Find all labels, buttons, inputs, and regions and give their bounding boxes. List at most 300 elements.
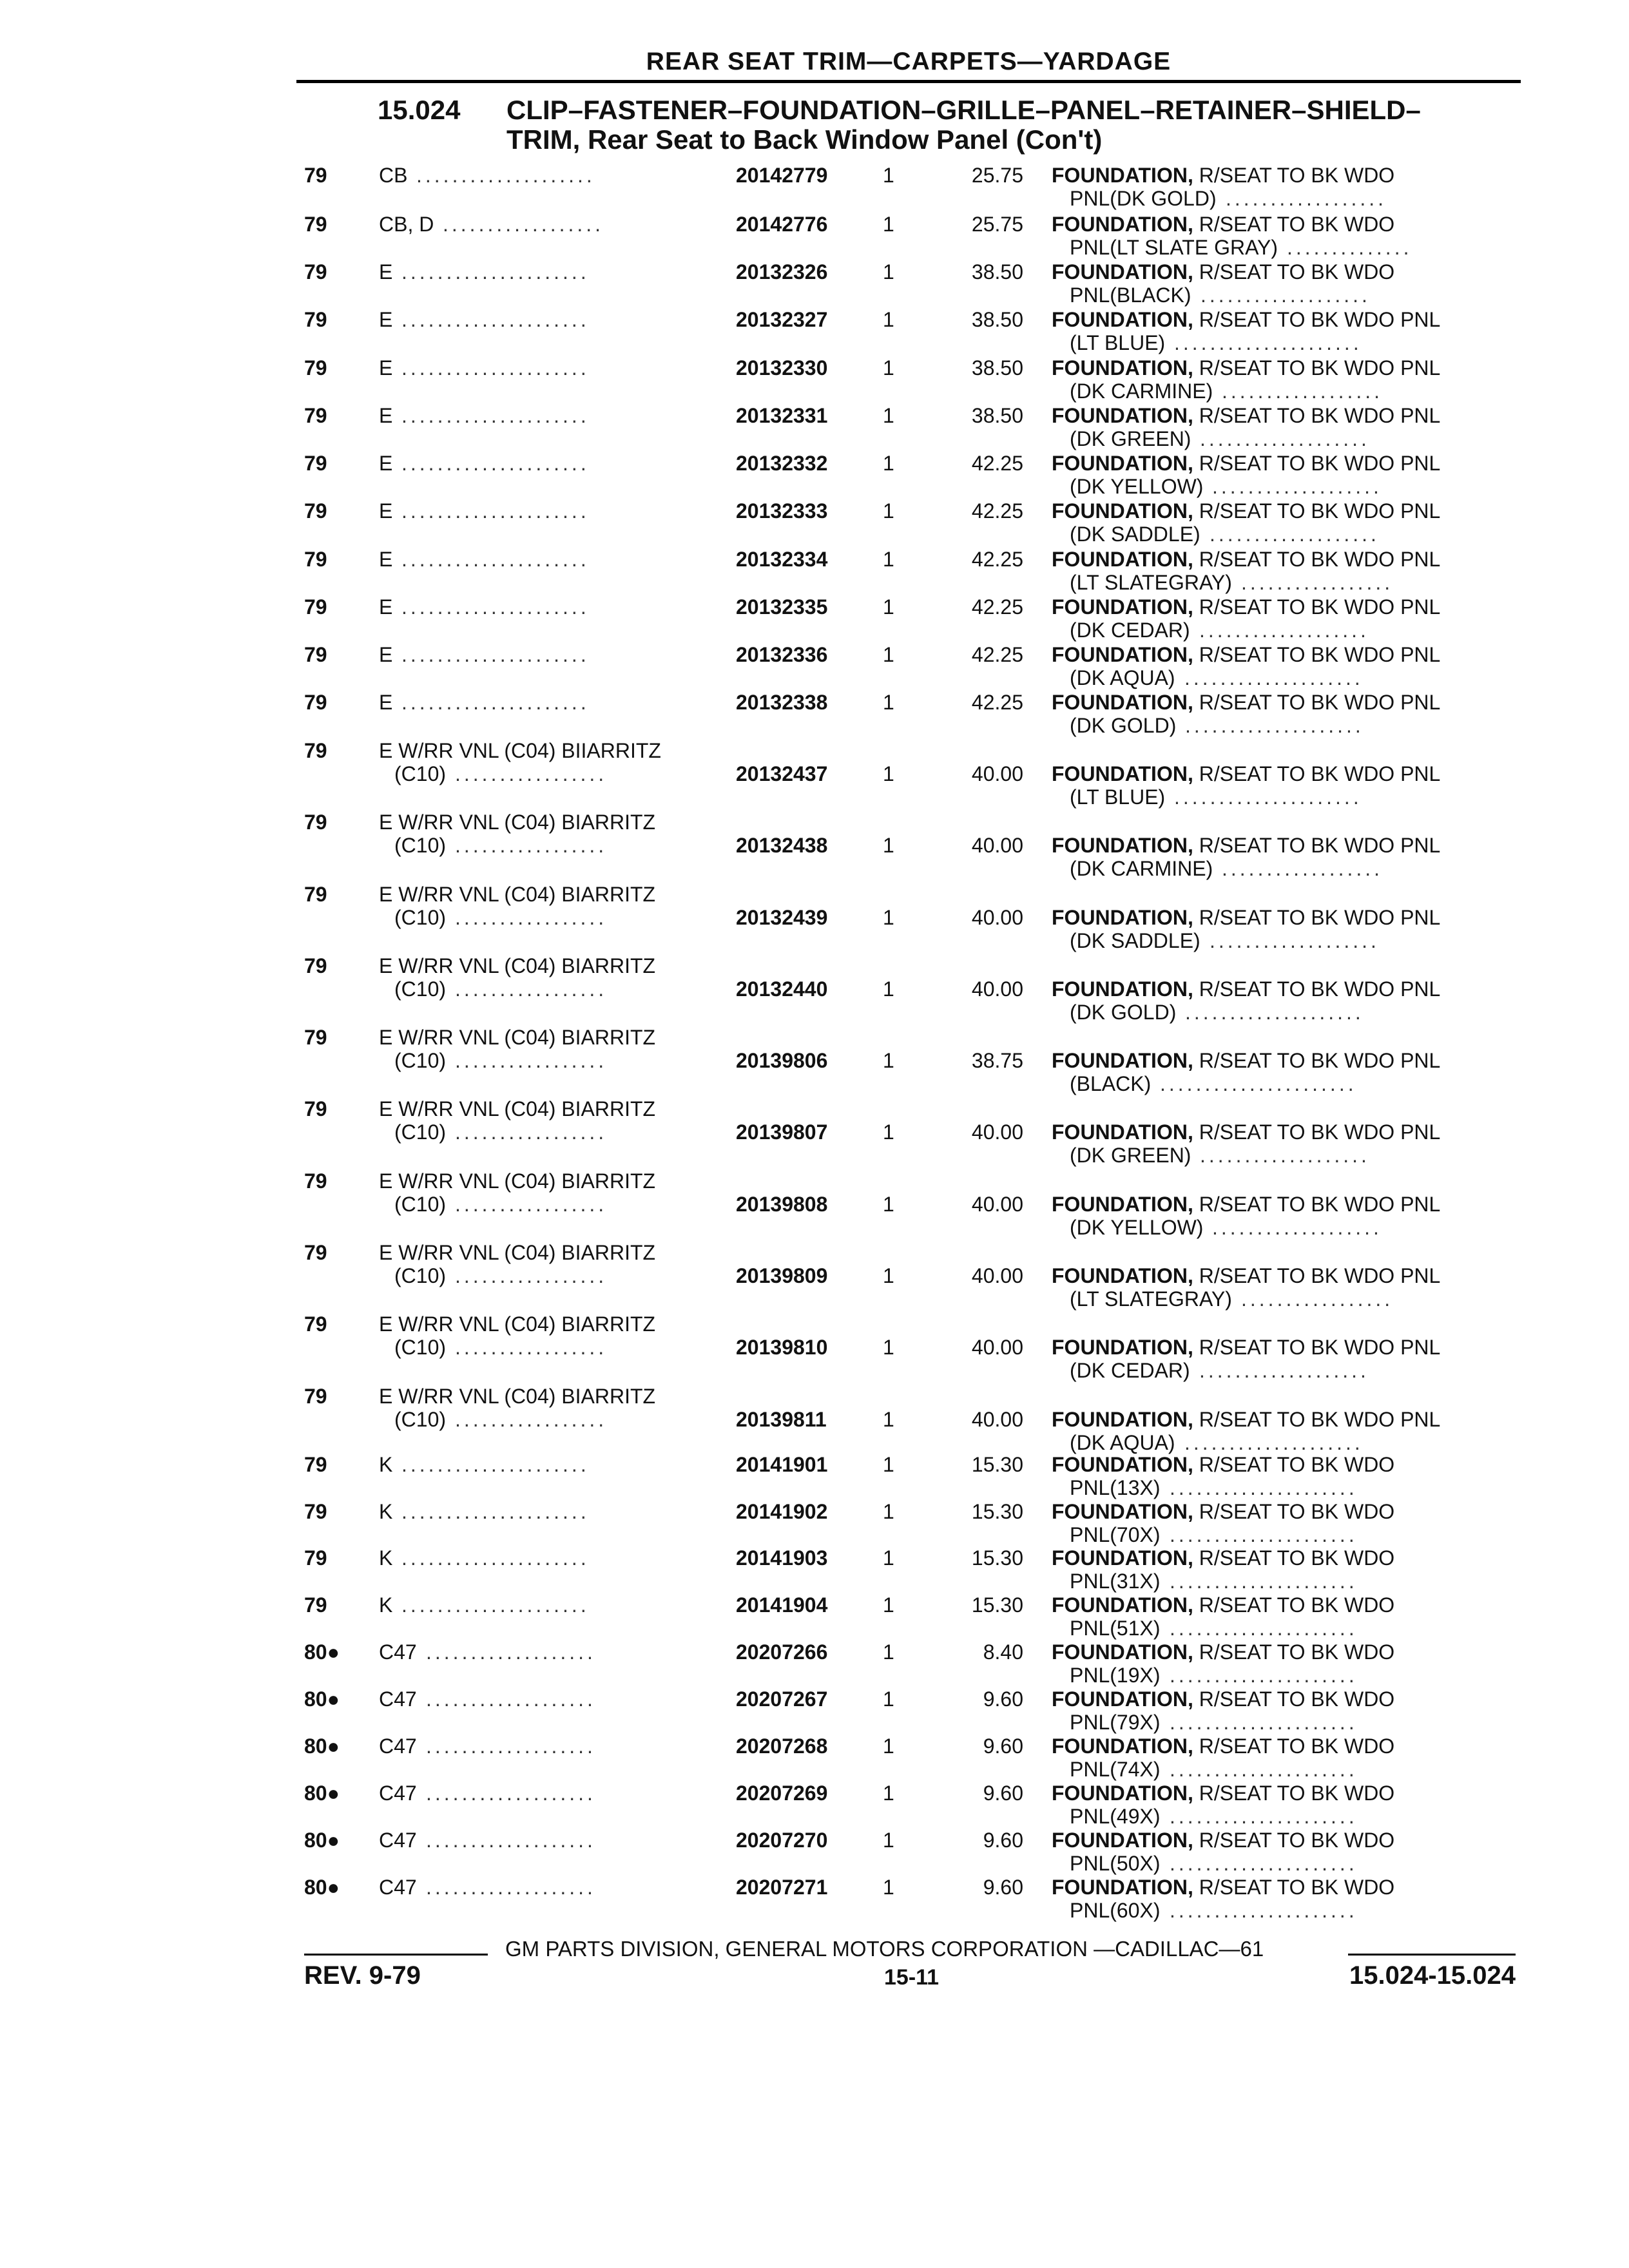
row-part-number: 20141902: [736, 1500, 828, 1523]
dot-leader: ...................: [426, 1735, 596, 1758]
dot-leader: .....................: [401, 548, 590, 571]
row-price: 38.50: [971, 308, 1023, 331]
row-price: 40.00: [971, 1336, 1023, 1359]
row-model: C47: [379, 1782, 417, 1805]
row-part-number: 20132334: [736, 548, 828, 571]
dot-leader: ...................: [426, 1876, 596, 1899]
row-model: C47: [379, 1735, 417, 1758]
row-part-number: 20139806: [736, 1049, 828, 1072]
table-row: [0, 595, 1629, 642]
row-quantity: 1: [883, 1546, 894, 1570]
dot-leader: ...................: [426, 1687, 596, 1711]
row-quantity: 1: [883, 308, 894, 331]
row-code: 79: [304, 1500, 327, 1523]
row-code: 79: [304, 1241, 327, 1264]
table-row: [0, 811, 1629, 880]
row-description-keyword: FOUNDATION,: [1052, 1408, 1193, 1431]
table-row: [0, 1169, 1629, 1239]
dot-leader: ...................: [1210, 929, 1380, 952]
row-quantity: 1: [883, 1687, 894, 1711]
row-description-text: R/SEAT TO BK WDO: [1199, 1453, 1395, 1476]
row-model-suffix: (C10): [394, 1264, 447, 1287]
dot-leader: .....................: [1170, 1570, 1358, 1593]
dot-leader: ...................: [426, 1782, 596, 1805]
row-description-keyword: FOUNDATION,: [1052, 1264, 1193, 1287]
table-row: [0, 1097, 1629, 1167]
row-model: E: [379, 452, 393, 475]
row-part-number: 20132326: [736, 260, 828, 284]
dot-leader: ...................: [1200, 284, 1371, 307]
row-description-text: R/SEAT TO BK WDO: [1199, 1500, 1395, 1523]
row-part-number: 20207271: [736, 1876, 828, 1899]
dot-leader: ...................: [1199, 1359, 1369, 1382]
row-price: 40.00: [971, 1408, 1023, 1431]
row-description-detail: PNL(31X): [1070, 1570, 1161, 1593]
row-price: 38.75: [971, 1049, 1023, 1072]
row-description-text: R/SEAT TO BK WDO PNL: [1199, 595, 1441, 619]
footer-revision: REV. 9-79: [304, 1961, 421, 1990]
row-code: 79: [304, 452, 327, 475]
row-model: C47: [379, 1829, 417, 1852]
dot-leader: ...................: [1212, 475, 1382, 498]
row-quantity: 1: [883, 1782, 894, 1805]
dot-leader: .................: [455, 1408, 608, 1431]
row-part-number: 20132331: [736, 404, 828, 427]
row-description-detail: (LT SLATEGRAY): [1070, 571, 1232, 594]
row-part-number: 20132327: [736, 308, 828, 331]
table-row: [0, 1312, 1629, 1382]
dot-leader: ...................: [426, 1829, 596, 1852]
row-price: 40.00: [971, 1264, 1023, 1287]
row-code: 79: [304, 499, 327, 523]
row-description-keyword: FOUNDATION,: [1052, 499, 1193, 523]
table-row: [0, 548, 1629, 594]
row-model-suffix: (C10): [394, 1120, 447, 1144]
row-description-keyword: FOUNDATION,: [1052, 1735, 1193, 1758]
row-quantity: 1: [883, 1829, 894, 1852]
row-description-keyword: FOUNDATION,: [1052, 452, 1193, 475]
row-part-number: 20142776: [736, 213, 828, 236]
row-description: [1052, 1782, 1394, 1805]
table-row: [0, 643, 1629, 689]
row-description-detail: PNL(60X): [1070, 1899, 1161, 1922]
page-footer: [304, 1939, 1516, 2017]
row-quantity: 1: [883, 1500, 894, 1523]
row-part-number: 20139811: [736, 1408, 827, 1431]
row-code: 79: [304, 308, 327, 331]
row-description-text: R/SEAT TO BK WDO: [1199, 1687, 1395, 1711]
row-description-keyword: FOUNDATION,: [1052, 1193, 1193, 1216]
row-description-text: R/SEAT TO BK WDO PNL: [1199, 548, 1441, 571]
dot-leader: .................: [455, 1120, 608, 1144]
dot-leader: ....................: [1184, 666, 1364, 689]
row-quantity: 1: [883, 499, 894, 523]
row-description-text: R/SEAT TO BK WDO: [1199, 1546, 1395, 1570]
row-description-text: R/SEAT TO BK WDO: [1199, 1640, 1395, 1664]
dot-leader: .................: [455, 1193, 608, 1216]
row-quantity: 1: [883, 260, 894, 284]
dot-leader: .....................: [401, 595, 590, 619]
dot-leader: ....................: [1185, 714, 1364, 737]
row-code: 79: [304, 548, 327, 571]
row-description: [1052, 213, 1394, 236]
row-description-detail: (DK GOLD): [1070, 714, 1177, 737]
table-row: [0, 404, 1629, 450]
row-description-detail: (DK YELLOW): [1070, 475, 1204, 498]
dot-leader: .....................: [401, 499, 590, 523]
row-code: 79: [304, 356, 327, 380]
row-description-text: R/SEAT TO BK WDO PNL: [1199, 1264, 1441, 1287]
row-model-suffix: (C10): [394, 1408, 447, 1431]
row-part-number: 20132330: [736, 356, 828, 380]
dot-leader: ...................: [1210, 523, 1380, 546]
row-code: 79: [304, 1593, 327, 1617]
row-model: E: [379, 691, 393, 714]
row-description-detail: PNL(BLACK): [1070, 284, 1191, 307]
row-part-number: 20141903: [736, 1546, 828, 1570]
row-description-text: R/SEAT TO BK WDO PNL: [1199, 499, 1441, 523]
row-description-detail: (DK SADDLE): [1070, 523, 1200, 546]
row-model: CB: [379, 164, 408, 187]
row-price: 42.25: [971, 595, 1023, 619]
row-price: 42.25: [971, 452, 1023, 475]
row-quantity: 1: [883, 164, 894, 187]
row-description: [1052, 1049, 1440, 1073]
row-description-keyword: FOUNDATION,: [1052, 977, 1193, 1001]
dot-leader: ......................: [1160, 1072, 1357, 1095]
row-price: 40.00: [971, 834, 1023, 857]
row-description-text: R/SEAT TO BK WDO PNL: [1199, 1120, 1441, 1144]
row-description-keyword: FOUNDATION,: [1052, 356, 1193, 380]
row-code: 79: [304, 643, 327, 666]
row-description: [1052, 308, 1440, 332]
row-quantity: 1: [883, 762, 894, 785]
row-price: 15.30: [971, 1593, 1023, 1617]
dot-leader: ...................: [1200, 1144, 1370, 1167]
row-description-detail: (DK GREEN): [1070, 1144, 1191, 1167]
row-description-text: R/SEAT TO BK WDO PNL: [1199, 404, 1441, 427]
row-description: [1052, 548, 1440, 572]
row-model-suffix: (C10): [394, 906, 447, 929]
row-description-detail: PNL(49X): [1070, 1805, 1161, 1828]
table-row: [0, 213, 1629, 259]
row-description: [1052, 1546, 1394, 1570]
row-description-detail: (DK CARMINE): [1070, 380, 1213, 403]
dot-leader: .................: [1241, 571, 1394, 594]
row-description-detail: (LT BLUE): [1070, 785, 1166, 809]
row-description-text: R/SEAT TO BK WDO: [1199, 1876, 1395, 1899]
dot-leader: .....................: [1170, 1899, 1358, 1922]
row-description-text: R/SEAT TO BK WDO: [1199, 260, 1395, 284]
row-quantity: 1: [883, 1453, 894, 1476]
dot-leader: .................: [455, 762, 608, 785]
row-model-suffix: (C10): [394, 834, 447, 857]
row-part-number: 20207266: [736, 1640, 828, 1664]
row-quantity: 1: [883, 404, 894, 427]
row-description-text: R/SEAT TO BK WDO PNL: [1199, 308, 1441, 331]
row-description: [1052, 499, 1440, 523]
table-row: [0, 1241, 1629, 1311]
row-code: 80●: [304, 1876, 340, 1899]
dot-leader: .....................: [401, 356, 590, 380]
row-description-text: R/SEAT TO BK WDO PNL: [1199, 1336, 1441, 1359]
row-model: E: [379, 595, 393, 619]
dot-leader: .....................: [401, 1546, 590, 1570]
dot-leader: ..................: [1222, 380, 1383, 403]
row-description: [1052, 1687, 1394, 1711]
row-code: 79: [304, 811, 327, 834]
table-row: [0, 1593, 1629, 1640]
table-row: [0, 308, 1629, 354]
row-model: E W/RR VNL (C04) BIARRITZ: [379, 883, 656, 906]
table-row: [0, 1687, 1629, 1734]
row-model: E: [379, 260, 393, 284]
row-model: K: [379, 1500, 393, 1523]
row-description-text: R/SEAT TO BK WDO PNL: [1199, 691, 1441, 714]
row-quantity: 1: [883, 548, 894, 571]
table-row: [0, 260, 1629, 307]
row-price: 42.25: [971, 643, 1023, 666]
table-row: [0, 1640, 1629, 1687]
dot-leader: ...................: [426, 1640, 596, 1664]
row-model: K: [379, 1453, 393, 1476]
row-quantity: 1: [883, 906, 894, 929]
footer-rule-right: [1348, 1954, 1516, 1956]
row-model: E: [379, 356, 393, 380]
dot-leader: .....................: [1174, 331, 1362, 354]
table-row: [0, 883, 1629, 952]
row-price: 8.40: [983, 1640, 1023, 1664]
dot-leader: ....................: [1185, 1001, 1364, 1024]
row-part-number: 20139808: [736, 1193, 828, 1216]
row-description: [1052, 1264, 1440, 1288]
row-description-text: R/SEAT TO BK WDO PNL: [1199, 452, 1441, 475]
row-description-keyword: FOUNDATION,: [1052, 1453, 1193, 1476]
page-title: REAR SEAT TRIM—CARPETS—YARDAGE: [646, 48, 1171, 75]
row-quantity: 1: [883, 834, 894, 857]
row-description-detail: (DK GOLD): [1070, 1001, 1177, 1024]
row-price: 40.00: [971, 762, 1023, 785]
row-code: 79: [304, 1385, 327, 1408]
row-model: E W/RR VNL (C04) BIIARRITZ: [379, 739, 661, 762]
row-price: 9.60: [983, 1782, 1023, 1805]
dot-leader: .................: [455, 1049, 608, 1072]
dot-leader: .....................: [1170, 1711, 1358, 1734]
dot-leader: .................: [455, 1336, 608, 1359]
row-description-keyword: FOUNDATION,: [1052, 1640, 1193, 1664]
row-description: [1052, 260, 1394, 284]
row-quantity: 1: [883, 691, 894, 714]
table-row: [0, 1500, 1629, 1546]
row-model: CB, D: [379, 213, 434, 236]
row-code: 80●: [304, 1640, 340, 1664]
dot-leader: ..............: [1287, 236, 1412, 259]
row-part-number: 20207268: [736, 1735, 828, 1758]
row-part-number: 20207269: [736, 1782, 828, 1805]
table-row: [0, 1829, 1629, 1875]
row-description-detail: (LT BLUE): [1070, 331, 1166, 354]
row-description: [1052, 1193, 1440, 1216]
footer-page-number: 15-11: [884, 1965, 940, 1990]
dot-leader: ..................: [443, 213, 604, 236]
row-description-detail: PNL(13X): [1070, 1476, 1161, 1499]
table-row: [0, 164, 1629, 210]
row-description-keyword: FOUNDATION,: [1052, 906, 1193, 929]
row-price: 40.00: [971, 1193, 1023, 1216]
row-description-text: R/SEAT TO BK WDO PNL: [1199, 762, 1441, 785]
row-description-detail: PNL(50X): [1070, 1852, 1161, 1875]
section-number: 15.024: [378, 95, 461, 125]
row-part-number: 20132338: [736, 691, 828, 714]
row-part-number: 20132333: [736, 499, 828, 523]
row-quantity: 1: [883, 1408, 894, 1431]
row-description-keyword: FOUNDATION,: [1052, 1782, 1193, 1805]
row-part-number: 20132335: [736, 595, 828, 619]
row-description-detail: (DK AQUA): [1070, 666, 1175, 689]
row-model: E: [379, 404, 393, 427]
row-description-keyword: FOUNDATION,: [1052, 1829, 1193, 1852]
row-code: 80●: [304, 1782, 340, 1805]
row-code: 80●: [304, 1735, 340, 1758]
dot-leader: .................: [455, 977, 608, 1001]
row-price: 15.30: [971, 1546, 1023, 1570]
row-description: [1052, 1336, 1440, 1360]
dot-leader: .....................: [1170, 1805, 1358, 1828]
dot-leader: .....................: [401, 1500, 590, 1523]
row-description: [1052, 1735, 1394, 1758]
row-description-keyword: FOUNDATION,: [1052, 213, 1193, 236]
row-part-number: 20141901: [736, 1453, 828, 1476]
row-description-keyword: FOUNDATION,: [1052, 1593, 1193, 1617]
row-price: 42.25: [971, 499, 1023, 523]
row-price: 38.50: [971, 404, 1023, 427]
row-model: K: [379, 1593, 393, 1617]
row-code: 79: [304, 1026, 327, 1049]
dot-leader: .................: [1241, 1287, 1394, 1311]
dot-leader: .....................: [401, 1453, 590, 1476]
row-part-number: 20139810: [736, 1336, 828, 1359]
row-description: [1052, 1408, 1440, 1432]
row-quantity: 1: [883, 1193, 894, 1216]
row-price: 40.00: [971, 906, 1023, 929]
dot-leader: .................: [455, 834, 608, 857]
row-part-number: 20132439: [736, 906, 828, 929]
row-description: [1052, 1829, 1394, 1852]
row-description-text: R/SEAT TO BK WDO PNL: [1199, 356, 1441, 380]
dot-leader: .....................: [1170, 1617, 1358, 1640]
row-quantity: 1: [883, 213, 894, 236]
row-part-number: 20141904: [736, 1593, 828, 1617]
row-price: 15.30: [971, 1500, 1023, 1523]
dot-leader: .....................: [401, 691, 590, 714]
row-model: C47: [379, 1876, 417, 1899]
row-model-suffix: (C10): [394, 762, 447, 785]
dot-leader: .................: [455, 906, 608, 929]
section-title-line1: CLIP–FASTENER–FOUNDATION–GRILLE–PANEL–RETAINER–SHIELD–: [506, 95, 1421, 125]
row-description-detail: (LT SLATEGRAY): [1070, 1287, 1232, 1311]
row-description-keyword: FOUNDATION,: [1052, 1336, 1193, 1359]
row-price: 40.00: [971, 1120, 1023, 1144]
row-description: [1052, 404, 1440, 428]
row-price: 9.60: [983, 1829, 1023, 1852]
row-description: [1052, 1500, 1394, 1524]
row-description: [1052, 164, 1394, 187]
row-description-text: R/SEAT TO BK WDO PNL: [1199, 643, 1441, 666]
row-quantity: 1: [883, 1120, 894, 1144]
table-row: [0, 452, 1629, 498]
row-price: 9.60: [983, 1687, 1023, 1711]
row-code: 79: [304, 883, 327, 906]
table-row: [0, 1546, 1629, 1593]
row-part-number: 20132332: [736, 452, 828, 475]
dot-leader: .....................: [401, 643, 590, 666]
row-price: 25.75: [971, 213, 1023, 236]
row-quantity: 1: [883, 977, 894, 1001]
row-description-keyword: FOUNDATION,: [1052, 404, 1193, 427]
row-code: 79: [304, 595, 327, 619]
row-description: [1052, 595, 1440, 619]
row-description-keyword: FOUNDATION,: [1052, 1500, 1193, 1523]
row-quantity: 1: [883, 1735, 894, 1758]
row-description-keyword: FOUNDATION,: [1052, 595, 1193, 619]
row-part-number: 20139809: [736, 1264, 828, 1287]
row-quantity: 1: [883, 595, 894, 619]
row-description-text: R/SEAT TO BK WDO PNL: [1199, 977, 1441, 1001]
dot-leader: ...................: [1199, 619, 1369, 642]
row-description: [1052, 977, 1440, 1001]
row-description: [1052, 834, 1440, 858]
dot-leader: .....................: [401, 404, 590, 427]
row-description-detail: PNL(DK GOLD): [1070, 187, 1217, 210]
row-description-keyword: FOUNDATION,: [1052, 762, 1193, 785]
row-description-text: R/SEAT TO BK WDO PNL: [1199, 1049, 1441, 1072]
row-code: 79: [304, 213, 327, 236]
row-model-suffix: (C10): [394, 1336, 447, 1359]
row-description-detail: (DK AQUA): [1070, 1431, 1175, 1454]
row-description-detail: (DK CEDAR): [1070, 619, 1190, 642]
row-model: E W/RR VNL (C04) BIARRITZ: [379, 1385, 656, 1408]
row-code: 80●: [304, 1829, 340, 1852]
row-part-number: 20132336: [736, 643, 828, 666]
row-model-suffix: (C10): [394, 1193, 447, 1216]
dot-leader: .....................: [1170, 1852, 1358, 1875]
row-part-number: 20207270: [736, 1829, 828, 1852]
row-code: 79: [304, 260, 327, 284]
row-description-keyword: FOUNDATION,: [1052, 1049, 1193, 1072]
row-price: 15.30: [971, 1453, 1023, 1476]
row-description-text: R/SEAT TO BK WDO: [1199, 1735, 1395, 1758]
row-description: [1052, 691, 1440, 715]
row-description-keyword: FOUNDATION,: [1052, 308, 1193, 331]
dot-leader: .....................: [1174, 785, 1362, 809]
row-quantity: 1: [883, 643, 894, 666]
row-quantity: 1: [883, 1264, 894, 1287]
row-description-detail: PNL(74X): [1070, 1758, 1161, 1781]
table-row: [0, 1782, 1629, 1828]
row-description-text: R/SEAT TO BK WDO: [1199, 164, 1395, 187]
row-description-detail: PNL(70X): [1070, 1523, 1161, 1546]
row-description: [1052, 1640, 1394, 1664]
row-description-keyword: FOUNDATION,: [1052, 643, 1193, 666]
table-row: [0, 954, 1629, 1024]
row-model: E W/RR VNL (C04) BIARRITZ: [379, 1169, 656, 1193]
row-quantity: 1: [883, 1640, 894, 1664]
dot-leader: .....................: [1170, 1664, 1358, 1687]
row-description-keyword: FOUNDATION,: [1052, 691, 1193, 714]
row-code: 79: [304, 739, 327, 762]
dot-leader: ....................: [1184, 1431, 1364, 1454]
row-description-keyword: FOUNDATION,: [1052, 834, 1193, 857]
